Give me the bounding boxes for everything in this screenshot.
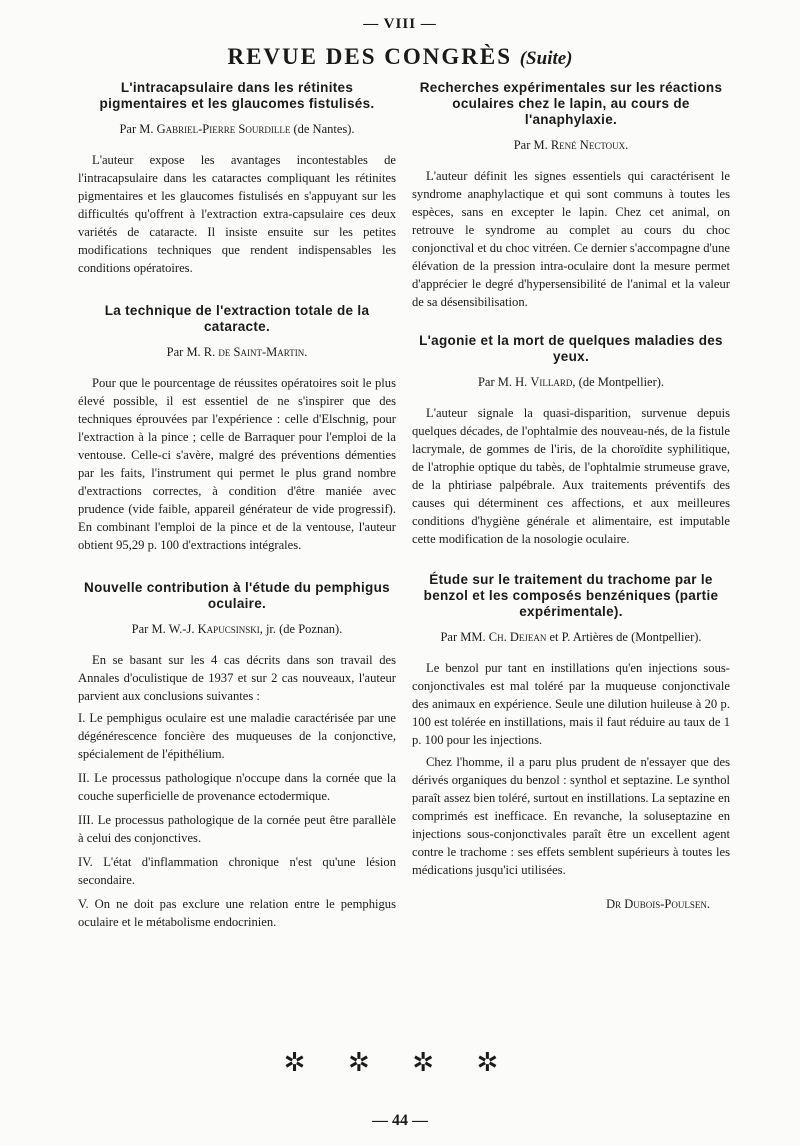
list-item: IV. L'état d'inflammation chronique n'est qu'une lésion secondaire. [78,855,396,887]
article-agonie [412,333,730,548]
author-suffix: , jr. (de Poznan). [259,622,343,636]
article-title: L'intracapsulaire dans les rétinites pigmentaires et les glaucomes fistulisés. [99,80,375,111]
paragraph: En se basant sur les 4 cas décrits dans son travail des Annales d'oculistique de 1937 et sur 2 cas nouveaux, l'auteur parvient aux conclusions suivantes : [78,653,396,703]
article-body [78,651,396,931]
paragraph: L'auteur expose les avantages incontestables de l'intracapsulaire dans les cataractes compliquant les rétinites pigmentaires et les glaucomes fistulisés en s'appuyant sur les difficultés qu'offrent à l'extraction extra-capsulaire ces deux variétés de cataracte. Il insiste ensuite sur les petites modifications techniques que rendent indispensables les conditions opératoires. [78,153,396,275]
author-suffix: et P. Artières de (Montpellier). [549,630,702,644]
article-title: Étude sur le traitement du trachome par le benzol et les composés benzéniques (partie expérimentale). [423,572,719,619]
article-author [412,138,730,153]
article-author [78,122,396,137]
author-name: Kapucsinski [197,622,260,636]
author-suffix: (de Nantes). [293,122,355,136]
list-item: V. On ne doit pas exclure une relation entre le pemphigus oculaire et le métabolisme endocrinien. [78,897,396,929]
paragraph: Chez l'homme, il a paru plus prudent de n'essayer que des dérivés organiques du benzol : synthol et septazine. Le synthol paraît assez bien toléré, surtout en instillations. La septazine en comprimés est inefficace. En revanche, la soluseptazine en injections sous-conjonctivales paraît être un excellent agent contre le trachome : ses effets semblent supérieurs à toutes les médications jusqu'ici utilisées. [412,755,730,877]
article-body [78,151,396,277]
article-author [78,622,396,637]
page-title-main: REVUE DES CONGRÈS [227,44,512,69]
author-prefix: Par M. H. [477,375,528,389]
right-column [412,80,730,930]
author-prefix: Par M. R. [166,345,216,359]
author-suffix: , (de Montpellier). [572,375,665,389]
page-folio: — 44 — [372,1112,428,1129]
article-body [412,167,730,311]
article-author [78,345,396,360]
paragraph: Le benzol pur tant en instillations qu'en injections sous-conjonctivales est mal toléré par la muqueuse conjonctivale des animaux en expérience. Seule une dilution huileuse à 20 p. 100 est tolérée en instillations, mais il faut réduire au taux de 1 p. 100 pour les injections. [412,661,730,747]
author-name: Gabriel-Pierre Sourdille [156,122,291,136]
author-prefix: Par M. W.-J. [131,622,195,636]
page-roman-number: — VIII — [363,16,437,32]
author-name: de Saint-Martin. [218,345,308,359]
article-title: Nouvelle contribution à l'étude du pemphigus oculaire. [84,580,390,611]
article-trachome [412,572,730,912]
paragraph: L'auteur définit les signes essentiels qui caractérisent le syndrome anaphylactique et qui sont communs à toutes les espèces, sans en excepter le lapin. Chez cet animal, on retrouve le syndrome au complet au cours du choc conjonctival et du choc vitréen. Ce dernier s'accompagne d'une élévation de la pression intra-oculaire dont la mesure permet d'apprécier le degré d'hypersensibilité de l'animal et la valeur de sa désensibilisation. [412,169,730,309]
author-prefix: Par M. [119,122,154,136]
article-author [412,630,730,645]
paragraph: L'auteur signale la quasi-disparition, survenue depuis quelques décades, de l'ophtalmie des nouveau-nés, de la fistule lacrymale, de gommes de l'iris, de la choroïdite syphilitique, de l'atrophie optique du tabès, de l'ophtalmie strumeuse grave, de la phtiriase palpébrale. Aux traitements préventifs des causes qui déterminent ces affections, et aux meilleures conditions d'hygiène générale et alimentaire, est imputable cette modification de la nosologie oculaire. [412,406,730,546]
ornament-stars: ✲ ✲ ✲ ✲ [283,1048,517,1077]
author-name: Villard [530,375,573,389]
article-pemphigus [78,580,396,931]
article-author [412,375,730,390]
list-item: I. Le pemphigus oculaire est une maladie caractérisée par une dégénérescence foncière des muqueuses de la conjonctive, spécialement de l'épithélium. [78,711,396,761]
article-intracapsulaire [78,80,396,277]
article-body [412,659,730,879]
article-body [78,374,396,554]
author-name: René Nectoux. [550,138,629,152]
article-title: La technique de l'extraction totale de la cataracte. [104,303,370,334]
page-title-suite: (Suite) [519,48,573,69]
left-column [78,80,396,949]
author-prefix: Par MM. [440,630,486,644]
article-body [412,404,730,548]
signature: Dr Dubois-Poulsen. [606,897,710,911]
article-title: Recherches expérimentales sur les réactions oculaires chez le lapin, au cours de l'anaphylaxie. [419,80,723,127]
list-item: II. Le processus pathologique n'occupe dans la cornée que la couche superficielle de provenance ectodermique. [78,771,396,803]
page-title [0,44,800,70]
author-prefix: Par M. [513,138,548,152]
paragraph: Pour que le pourcentage de réussites opératoires soit le plus élevé possible, il est essentiel de ne s'inspirer que des techniques éprouvées par l'expérience : celle d'Elschnig, pour l'extraction à la pince ; celle de Barraquer pour l'emploi de la ventouse. Celle-ci s'avère, malgré des préventions démenties par les faits, l'instrument qui permet le plus grand nombre d'extractions correctes, à condition d'être maniée avec prudence (vide faible, appareil générateur de vide progressif). En combinant l'emploi de la pince et de la ventouse, l'auteur obtient 95,29 p. 100 d'extractions intégrales. [78,376,396,552]
list-item: III. Le processus pathologique de la cornée peut être parallèle à celui des conjonctives. [78,813,396,845]
article-technique-extraction [78,303,396,554]
article-title: L'agonie et la mort de quelques maladies des yeux. [419,333,723,364]
article-anaphylaxie [412,80,730,311]
author-name: Ch. Dejean [488,630,547,644]
